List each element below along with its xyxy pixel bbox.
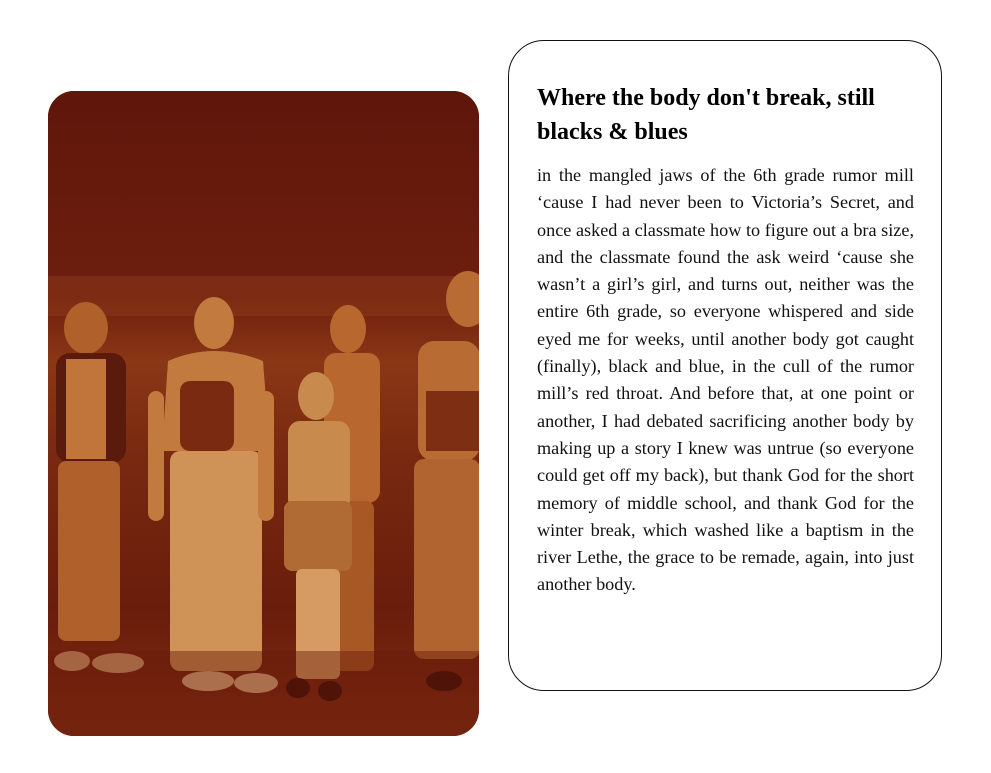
- poem-card: [508, 40, 942, 691]
- poem-body: in the mangled jaws of the 6th grade rumor mill ‘cause I had never been to Victoria’s Secret, and once asked a classmate how to figure out a bra size, and the classmate found the ask weird ‘cause she wasn’t a girl’s girl, and turns out, neither was the entire 6th grade, so everyone whispered and side eyed me for weeks, until another body got caught (finally), black and blue, in the cull of the rumor mill’s red throat. And before that, at one point or another, I had debated sacrificing another body by making up a story I knew was untrue (so everyone could get off my back), but thank God for the short memory of middle school, and thank God for the winter break, which washed like a baptism in the river Lethe, the grace to be remade, again, into just another body.: [537, 165, 914, 595]
- inverted-group-photo: [48, 91, 479, 736]
- poem-title: Where the body don't break, still blacks & blues: [537, 85, 875, 145]
- photo-illustration: [48, 91, 479, 736]
